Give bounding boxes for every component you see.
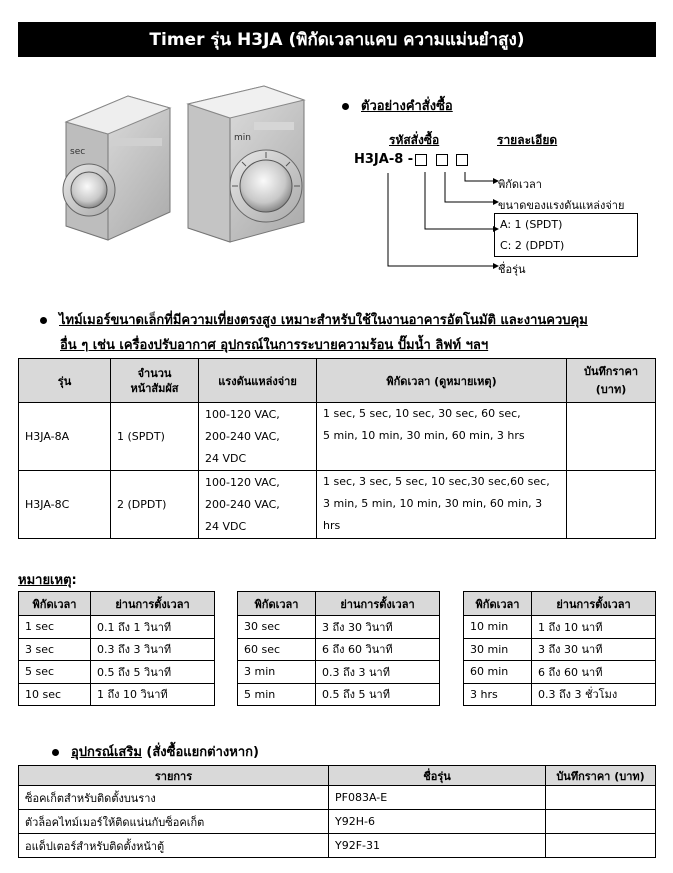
table-row: 1 sec 0.1 ถึง 1 วินาที: [19, 616, 215, 639]
cell-range: 1 sec, 3 sec, 5 sec, 10 sec,30 sec,60 sec, 3 min, 5 min, 10 min, 30 min, 60 min, 3 hrs: [317, 471, 567, 539]
page-title: Timer รุ่น H3JA (พิกัดเวลาแคบ ความแม่นยำสูง): [18, 22, 656, 57]
table-row: 5 min 0.5 ถึง 5 นาที: [238, 683, 440, 706]
detail-header: รายละเอียด: [497, 133, 558, 147]
th-setting-range: ย่านการตั้งเวลา: [532, 592, 656, 616]
table-row: 10 sec 1 ถึง 10 วินาที: [19, 683, 215, 706]
th-price: บันทึกราคา (บาท): [567, 359, 656, 403]
table-row: [19, 403, 656, 471]
th-voltage: แรงดันแหล่งจ่าย: [199, 359, 317, 403]
table-row: 3 hrs 0.3 ถึง 3 ชั่วโมง: [464, 683, 656, 706]
label-time-range: พิกัดเวลา: [498, 178, 542, 191]
table-row: 3 sec 0.3 ถึง 3 วินาที: [19, 638, 215, 661]
label-model-name: ชื่อรุ่น: [498, 263, 526, 276]
cell-price: [567, 403, 656, 471]
table-row: 10 min 1 ถึง 10 นาที: [464, 616, 656, 639]
th-setting-range: ย่านการตั้งเวลา: [91, 592, 215, 616]
table-row: ซ็อคเก็ตสำหรับติดตั้งบนราง PF083A-E: [19, 786, 656, 810]
label-supply-voltage: ขนาดของแรงดันแหล่งจ่าย: [498, 199, 625, 212]
th-time-range: พิกัดเวลา: [238, 592, 316, 616]
table-row: 60 min 6 ถึง 60 นาที: [464, 661, 656, 684]
intro-line-2: อื่น ๆ เช่น เครื่องปรับอากาศ อุปกรณ์ในการระบายความร้อน ปั๊มน้ำ ลิฟท์ ฯลฯ: [60, 338, 489, 353]
note-table-3: [463, 591, 656, 706]
note-table-2: [237, 591, 440, 706]
th-item: รายการ: [19, 766, 329, 786]
dial-label-sec: sec: [70, 147, 86, 157]
th-time-range: พิกัดเวลา (ดูหมายเหตุ): [317, 359, 567, 403]
cell-voltage: 100-120 VAC, 200-240 VAC, 24 VDC: [199, 403, 317, 471]
table-row: 3 min 0.3 ถึง 3 นาที: [238, 661, 440, 684]
cell-range: 1 sec, 5 sec, 10 sec, 30 sec, 60 sec, 5 min, 10 min, 30 min, 60 min, 3 hrs: [317, 403, 567, 471]
th-setting-range: ย่านการตั้งเวลา: [316, 592, 440, 616]
ordering-heading: ตัวอย่างคำสั่งซื้อ: [342, 95, 453, 116]
cell-model: H3JA-8A: [19, 403, 111, 471]
cell-contacts: 2 (DPDT): [111, 471, 199, 539]
table-row: 30 sec 3 ถึง 30 วินาที: [238, 616, 440, 639]
accessories-heading: อุปกรณ์เสริม (สั่งซื้อแยกต่างหาก): [52, 741, 259, 762]
cell-model: H3JA-8C: [19, 471, 111, 539]
th-price: บันทึกราคา (บาท): [546, 766, 656, 786]
product-table: [18, 358, 656, 539]
cell-voltage: 100-120 VAC, 200-240 VAC, 24 VDC: [199, 471, 317, 539]
th-model-name: ชื่อรุ่น: [329, 766, 546, 786]
th-model: รุ่น: [19, 359, 111, 403]
table-row: 60 sec 6 ถึง 60 วินาที: [238, 638, 440, 661]
th-time-range: พิกัดเวลา: [19, 592, 91, 616]
intro-line-1: ไทม์เมอร์ขนาดเล็กที่มีความเที่ยงตรงสูง เหมาะสำหรับใช้ในงานอาคารอัตโนมัติ และงานควบคุม: [40, 309, 588, 330]
th-contacts: จำนวน หน้าสัมผัส: [111, 359, 199, 403]
table-row: 30 min 3 ถึง 30 นาที: [464, 638, 656, 661]
cell-price: [567, 471, 656, 539]
accessories-table: [18, 765, 656, 858]
note-heading: หมายเหตุ:: [18, 573, 77, 588]
table-row: อแด็ปเตอร์สำหรับติดตั้งหน้าตู้ Y92F-31: [19, 834, 656, 858]
note-table-1: [18, 591, 215, 706]
cell-contacts: 1 (SPDT): [111, 403, 199, 471]
table-row: ตัวล็อคไทม์เมอร์ให้ติดแน่นกับซ็อคเก็ต Y92H-6: [19, 810, 656, 834]
table-row: [19, 471, 656, 539]
dial-label-min: min: [234, 133, 251, 143]
contact-option-box: A: 1 (SPDT) C: 2 (DPDT): [494, 213, 638, 257]
code-header: รหัสสั่งซื้อ: [389, 133, 440, 147]
table-row: 5 sec 0.5 ถึง 5 วินาที: [19, 661, 215, 684]
order-code: H3JA-8 -: [354, 152, 470, 167]
th-time-range: พิกัดเวลา: [464, 592, 532, 616]
product-photo: [58, 82, 323, 254]
